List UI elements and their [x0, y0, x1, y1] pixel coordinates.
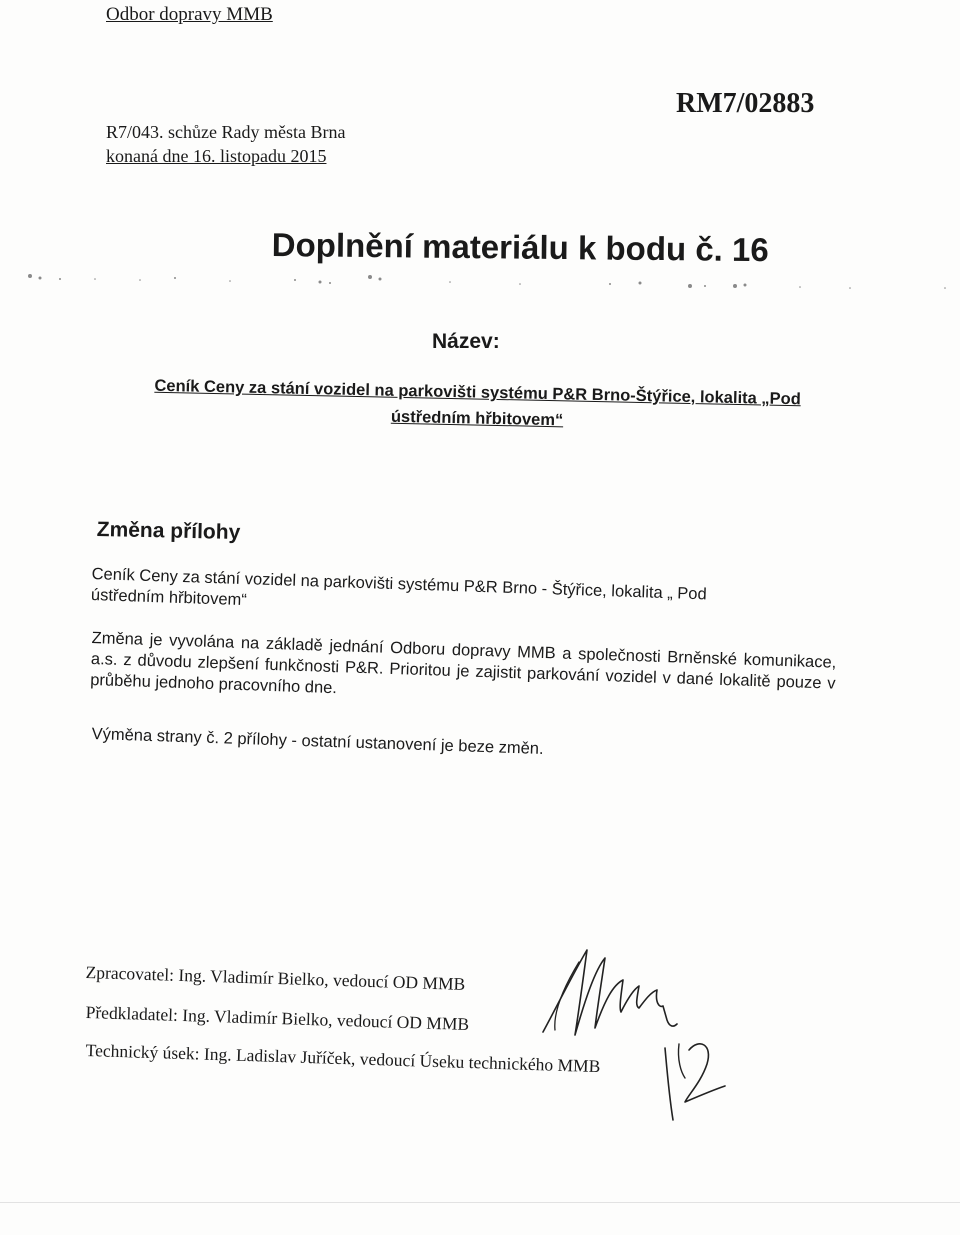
scan-edge-line: [0, 1202, 960, 1203]
handwritten-initials: [655, 1030, 735, 1130]
section-heading: Změna přílohy: [96, 518, 241, 545]
paragraph-pricelist: Ceník Ceny za stání vozidel na parkovišti systému P&R Brno - Štýřice, lokalita „ Pod ústředním hřbitovem“: [90, 564, 707, 610]
prepared-by: Zpracovatel: Ing. Vladimír Bielko, vedoucí OD MMB: [85, 962, 466, 994]
paragraph-page-exchange: Výměna strany č. 2 přílohy - ostatní ustanovení je beze změn.: [91, 724, 544, 758]
technical-section: Technický úsek: Ing. Ladislav Juříček, vedoucí Úseku technického MMB: [85, 1040, 601, 1077]
scan-noise: [0, 270, 960, 290]
meeting-line-2: konaná dne 16. listopadu 2015: [106, 146, 327, 166]
department-name: Odbor dopravy MMB: [106, 4, 273, 25]
meeting-line-1: R7/043. schůze Rady města Brna: [106, 122, 346, 142]
submitted-by: Předkladatel: Ing. Vladimír Bielko, vedoucí OD MMB: [85, 1002, 470, 1035]
name-label: Název:: [432, 330, 500, 353]
reference-code: RM7/02883: [676, 88, 815, 119]
document-heading: Doplnění materiálu k bodu č. 16: [271, 226, 769, 269]
paragraph-reason: Změna je vyvolána na základě jednání Odboru dopravy MMB a společnosti Brněnské komunikace, a.s. z důvodu zlepšení funkčnosti P&R. Prioritou je zajistit parkování vozidel v dané lokalitě pouze v průběhu jednoho pracovního dne.: [89, 628, 837, 698]
material-title: Ceník Ceny za stání vozidel na parkovišti systému P&R Brno-Štýřice, lokalita „Pod ústředním hřbitovem“: [154, 376, 801, 430]
